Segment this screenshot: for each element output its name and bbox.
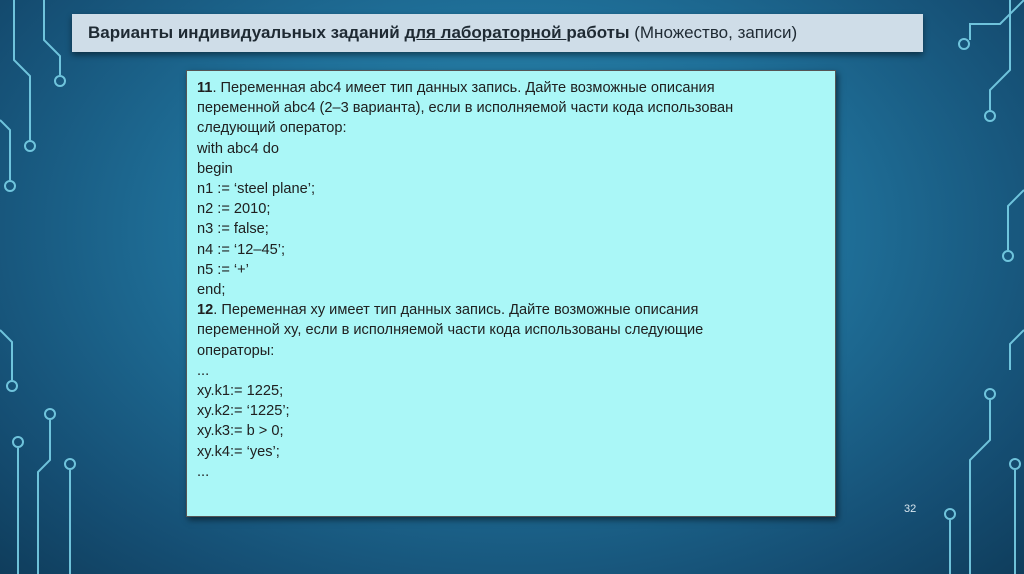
page-number: 32 [904,503,917,515]
task11-line-6: n2 := 2010; [197,201,271,218]
task12-line-4: xy.k1:= 1225; [197,383,284,400]
task11-line-0 [197,78,835,98]
title-part-2: для лабораторной [404,23,567,42]
task11-text-0: . Переменная abc4 имеет тип данных запись. Дайте возможные описания [212,80,715,96]
task11-line-7: n3 := false; [197,221,269,238]
task12-number: 12 [197,302,214,319]
task12-text-0: . Переменная xy имеет тип данных запись. Дайте возможные описания [213,302,699,319]
task11-line-1: переменной abc4 (2–3 варианта), если в исполняемой части кода использован [197,100,734,117]
slide-title-bar [72,14,923,52]
title-part-4: (Множество, записи) [634,23,798,42]
task11-line-10: end; [197,282,226,299]
task11-line-5: n1 := ‘steel plane’; [197,181,316,198]
title-part-3: работы [566,23,635,42]
task11-line-3: with abc4 do [197,140,279,157]
task11-line-2: следующий оператор: [197,120,347,137]
task11-line-9: n5 := ‘+’ [197,261,249,278]
task12-line-5: xy.k2:= ‘1225’; [197,403,290,420]
task-content-box [186,70,836,517]
task11-line-4: begin [197,160,233,177]
task11-line-8: n4 := ‘12–45’; [197,241,286,258]
task12-line-2: операторы: [197,342,275,359]
task12-line-8: ... [197,463,210,480]
task11-number: 11 [197,80,213,96]
task12-line-6: xy.k3:= b > 0; [197,423,284,440]
task12-line-7: xy.k4:= ‘yes’; [197,443,280,460]
task12-line-1: переменной xy, если в исполняемой части кода использованы следующие [197,322,704,339]
task12-line-3: ... [197,362,210,379]
title-part-1: Варианты индивидуальных заданий [88,23,405,42]
slide-title [88,23,797,43]
task12-line-0 [197,300,835,320]
